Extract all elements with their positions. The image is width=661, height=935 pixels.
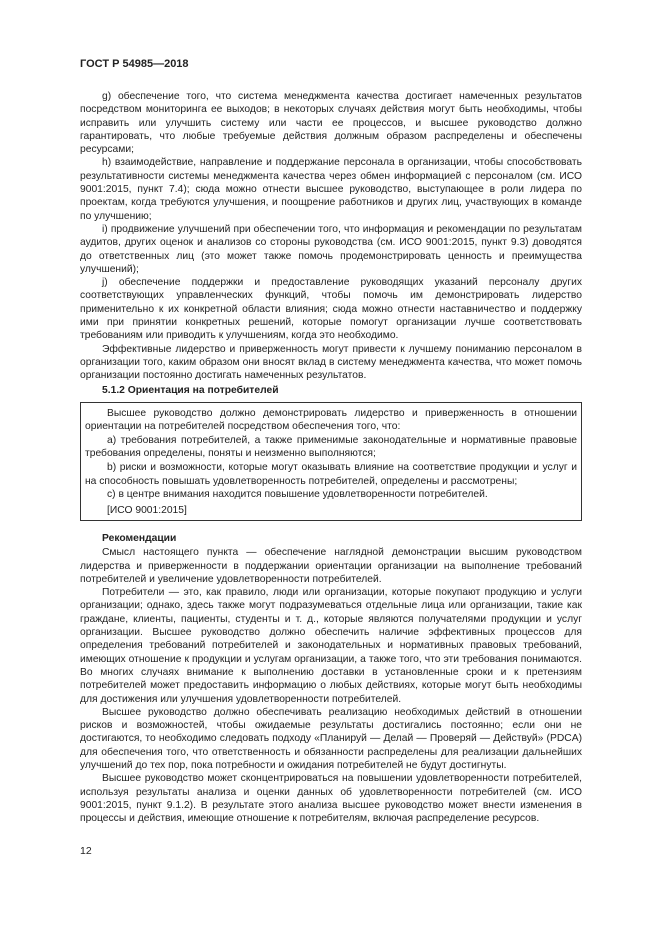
box-reference: [ИСО 9001:2015] bbox=[107, 504, 187, 516]
page-content bbox=[80, 90, 582, 826]
list-item-i: i) продвижение улучшений при обеспечении того, что информация и рекомендации по результатам аудитов, других оценок и анализов со стороны руководства (см. ИСО 9001:2015, пункт 9.3) доводятся до ответственных лиц (это может также помочь продемонстрировать ценность и преимущества улучшений); bbox=[80, 223, 582, 275]
paragraph: Высшее руководство должно обеспечивать реализацию необходимых действий в отношении рисков и возможностей, чтобы ожидаемые результаты достигались постоянно; если они не достигаются, то необходимо следовать подходу «Планируй — Делай — Проверяй — Действуй» (PDCA) для обеспечения того, что ответственность и обязанности распределены для реализации дальнейших улучшений до тех пор, пока потребности и ожидания потребителей не будут достигнуты. bbox=[80, 706, 582, 772]
paragraph: Высшее руководство может сконцентрироваться на повышении удовлетворенности потребителей, используя результаты анализа и оценки данных об удовлетворенности потребителей (см. ИСО 9001:2015, пункт 9.1.2). В результате этого анализа высшее руководство может внести изменения в процессы и действия, имеющие отношение к потребителям, включая распределение ресурсов. bbox=[80, 773, 582, 825]
box-item-c: c) в центре внимания находится повышение удовлетворенности потребителей. bbox=[107, 489, 488, 501]
paragraph: Смысл настоящего пункта — обеспечение наглядной демонстрации высшим руководством лидерства и приверженности в поддержании ориентации организации на выполнение требований потребителей и увеличение удовлетворенности потребителей. bbox=[80, 547, 582, 585]
box-item-b: b) риски и возможности, которые могут оказывать влияние на соответствие продукции и услуг и на способность повышать удовлетворенность потребителей, определены и рассмотрены; bbox=[85, 461, 577, 487]
box-paragraph: Высшее руководство должно демонстрировать лидерство и приверженность в отношении ориентации на потребителей посредством обеспечения того, что: bbox=[85, 407, 577, 433]
quoted-requirement-box bbox=[80, 402, 582, 522]
box-item-a: a) требования потребителей, а также применимые законодательные и нормативные правовые требования определены, поняты и неизменно выполняются; bbox=[85, 434, 577, 460]
paragraph: Потребители — это, как правило, люди или организации, которые покупают продукцию и услуги организации; однако, здесь также могут подразумеваться отдельные лица или организации, такие как граждане, клиенты, пациенты, студенты и т. д., которые являются получателями продукции и услуг организации. Высшее руководство должно обеспечить наличие эффективных процессов для определения требований потребителей и законодательных и нормативных правовых требований, имеющих отношение к продукции и услугам организации, а также того, что эти требования понимаются. Во многих случаях внимание к выполнению доставки в установленные сроки и к претензиям потребителей может предоставить информацию о любых действиях, которые могут быть необходимы для достижения или улучшения удовлетворенности потребителей. bbox=[80, 587, 582, 705]
list-item-j: j) обеспечение поддержки и предоставление руководящих указаний персоналу других соответствующих управленческих функций, чтобы помочь им демонстрировать лидерство применительно к их конкретной области влияния; сюда можно отнести наставничество и поддержку ими при принятии конкретных решений, которые помогут организации лучше соответствовать требованиям или приводить к улучшениям, когда это необходимо. bbox=[80, 277, 582, 342]
paragraph: Эффективные лидерство и приверженность могут привести к лучшему пониманию персоналом в организации того, каким образом они вносят вклад в систему менеджмента качества, что может помочь организации постоянно достигать намеченных результатов. bbox=[80, 343, 582, 382]
recommendations-title: Рекомендации bbox=[102, 533, 177, 545]
section-title: 5.1.2 Ориентация на потребителей bbox=[102, 384, 279, 396]
list-item-g: g) обеспечение того, что система менеджмента качества достигает намеченных результатов посредством мониторинга ее выходов; в некоторых случаях действия могут быть необходимы, чтобы исправить или улучшить систему или части ее процессов, и высшее руководство должно гарантировать, что любые требуемые действия должным образом распределены и обеспечены ресурсами; bbox=[80, 91, 582, 156]
page-number: 12 bbox=[80, 845, 92, 857]
list-item-h: h) взаимодействие, направление и поддержание персонала в организации, чтобы способствовать результативности системы менеджмента качества через обмен информацией с персоналом (см. ИСО 9001:2015, пункт 7.4); сюда можно отнести высшее руководство, выступающее в роли лидера по проектам, когда требуются улучшения, и поощрение работников и других лиц, участвующих в команде по улучшению; bbox=[80, 157, 582, 222]
document-header: ГОСТ Р 54985—2018 bbox=[80, 58, 189, 70]
